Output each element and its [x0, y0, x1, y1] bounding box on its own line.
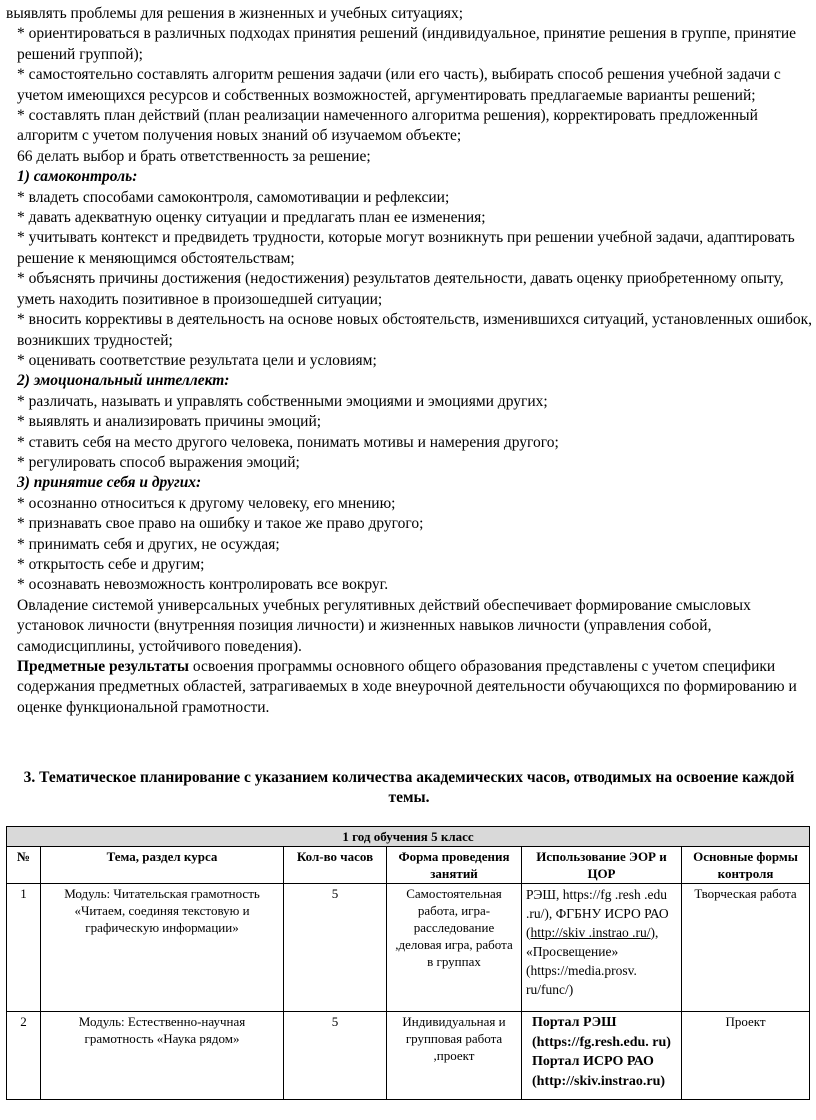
row-topic: Модуль: Читательская грамотность «Читаем, соединяя текстовую и графическую информации» — [41, 884, 284, 1012]
intro-line: выявлять проблемы для решения в жизненных и учебных ситуациях; — [6, 5, 464, 22]
list-item: * владеть способами самоконтроля, самомотивации и рефлексии; — [17, 188, 450, 206]
thematic-plan-table — [6, 826, 810, 1100]
row-hours: 5 — [284, 884, 387, 1012]
row-form: Самостоятельная работа, игра-расследование ,деловая игра, работа в группах — [387, 884, 522, 1012]
intro-block — [6, 4, 812, 718]
subject-results-bold: Предметные результаты — [17, 658, 189, 675]
header-form: Форма проведения занятий — [387, 847, 522, 884]
list-item: * оценивать соответствие результата цели и условиям; — [17, 351, 377, 369]
list-item: * открытость себе и другим; — [17, 555, 205, 573]
list-item: * осознавать невозможность контролировать все вокруг. — [17, 576, 389, 594]
eor-text: ), «Просвещение» (https://media.prosv. ru/func/) — [526, 925, 659, 997]
header-control: Основные формы контроля — [682, 847, 810, 884]
year-title: 1 год обучения 5 класс — [7, 827, 810, 847]
intro-line: * самостоятельно составлять алгоритм решения задачи (или его часть), выбирать способ решения учебной задачи с учетом имеющихся ресурсов и собственных возможностей, аргументировать предлагаемые варианты решений; — [17, 66, 781, 104]
header-hours: Кол-во часов — [284, 847, 387, 884]
header-num: № — [7, 847, 41, 884]
section-title: 2) эмоциональный интеллект: — [17, 372, 230, 390]
row-control: Творческая работа — [682, 884, 810, 1012]
table-row — [7, 884, 810, 1012]
row-eor — [522, 884, 682, 1012]
header-topic: Тема, раздел курса — [41, 847, 284, 884]
subject-results-text: освоения программы основного общего образования представлены с учетом специфики содержания предметных областей, затрагиваемых в ходе внеурочной деятельности обучающихся по формированию и оценке функциональной грамотности. — [17, 658, 797, 716]
eor-text: РЭШ, https://fg .resh .edu .ru/), ФГБНУ ИСРО РАО ( — [526, 887, 669, 940]
list-item: * выявлять и анализировать причины эмоций; — [17, 413, 322, 431]
list-item: * давать адекватную оценку ситуации и предлагать план ее изменения; — [17, 209, 486, 227]
section-title: 1) самоконтроль: — [17, 168, 138, 186]
row-num: 1 — [7, 884, 41, 1012]
list-item: уметь находить позитивное в произошедшей ситуации; — [17, 290, 383, 308]
table-row — [7, 1012, 810, 1100]
eor-link[interactable]: http://skiv .instrao .ru/ — [530, 925, 651, 940]
list-item: * различать, называть и управлять собственными эмоциями и эмоциями других; — [17, 392, 548, 410]
summary-paragraph: Овладение системой универсальных учебных регулятивных действий обеспечивает формирование смысловых установок личности (внутренняя позиция личности) и жизненных навыков личности (управления собой, самодисциплины, устойчивого поведения). — [17, 596, 751, 655]
row-control: Проект — [682, 1012, 810, 1100]
section-title: 3) принятие себя и других: — [17, 474, 202, 492]
row-num: 2 — [7, 1012, 41, 1100]
list-item: * вносить коррективы в деятельность на основе новых обстоятельств, изменившихся ситуаций, установленных ошибок, возникших трудностей; — [17, 311, 812, 349]
list-item: * ставить себя на место другого человека, понимать мотивы и намерения другого; — [17, 433, 559, 451]
row-hours: 5 — [284, 1012, 387, 1100]
row-topic: Модуль: Естественно-научная грамотность «Наука рядом» — [41, 1012, 284, 1100]
row-eor: Портал РЭШ (https://fg.resh.edu. ru) Портал ИСРО РАО (http://skiv.instrao.ru) — [522, 1012, 682, 1100]
list-item: * признавать свое право на ошибку и такое же право другого; — [17, 515, 424, 533]
row-form: Индивидуальная и групповая работа ,проект — [387, 1012, 522, 1100]
intro-line: 66 делать выбор и брать ответственность за решение; — [17, 147, 371, 165]
list-item: * учитывать контекст и предвидеть трудности, которые могут возникнуть при решении учебной задачи, адаптировать решение к меняющимся обстоятельствам; — [17, 229, 795, 267]
intro-line: * составлять план действий (план реализации намеченного алгоритма решения), корректировать предложенный алгоритм с учетом получения новых знаний об изучаемом объекте; — [17, 107, 758, 145]
list-item: * осознанно относиться к другому человеку, его мнению; — [17, 494, 396, 512]
header-eor: Использование ЭОР и ЦОР — [522, 847, 682, 884]
intro-line: * ориентироваться в различных подходах принятия решений (индивидуальное, принятие решения в группе, принятие решений группой); — [17, 25, 797, 63]
section-heading: 3. Тематическое планирование с указанием количества академических часов, отводимых на освоение каждой темы. — [23, 769, 795, 807]
list-item: * принимать себя и других, не осуждая; — [17, 535, 280, 553]
subject-results-paragraph — [6, 657, 812, 718]
list-item: * регулировать способ выражения эмоций; — [17, 453, 300, 471]
list-item: * объяснять причины достижения (недостижения) результатов деятельности, давать оценку приобретенному опыту, — [17, 270, 784, 288]
